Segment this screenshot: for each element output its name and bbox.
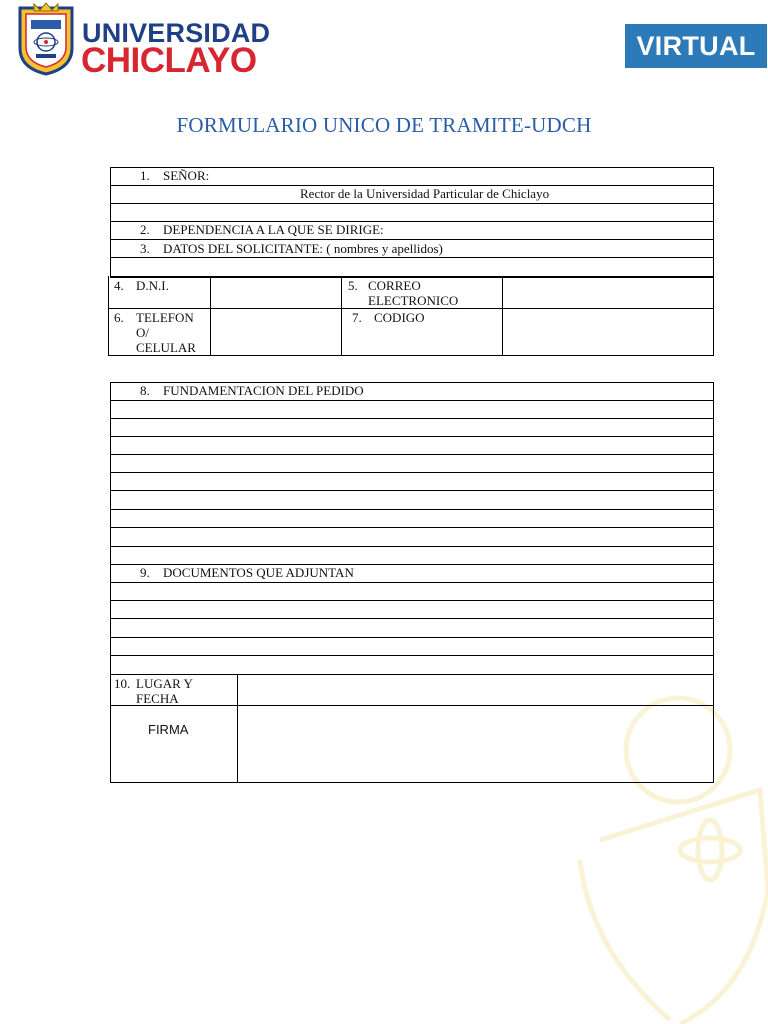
section-8-number: 8. (140, 383, 150, 398)
table-border (110, 705, 714, 706)
phone-label-line1: TELEFON (136, 310, 194, 325)
table-border (110, 382, 111, 783)
section-8-label: FUNDAMENTACION DEL PEDIDO (163, 383, 364, 398)
university-logo (12, 2, 272, 78)
section-1-number: 1. (140, 168, 150, 183)
email-field[interactable] (504, 278, 712, 307)
table-border (713, 167, 714, 277)
section-9-number: 9. (140, 565, 150, 580)
table-border (713, 276, 714, 356)
table-border (110, 782, 714, 783)
phone-label-line3: CELULAR (136, 340, 196, 355)
code-field[interactable] (504, 310, 712, 354)
attachments-field[interactable] (112, 583, 712, 673)
section-2-number: 2. (140, 222, 150, 237)
table-border (110, 167, 111, 277)
table-border (237, 674, 238, 783)
table-border (108, 355, 714, 356)
section-5-number: 5. (348, 278, 358, 293)
university-crest-icon (14, 2, 78, 76)
phone-label-line2: O/ (136, 325, 149, 340)
section-1-label: SEÑOR: (163, 168, 210, 183)
place-date-field[interactable] (239, 676, 712, 704)
section-10-number: 10. (114, 676, 131, 691)
table-border (110, 203, 714, 204)
section-3-number: 3. (140, 241, 150, 256)
dni-label: D.N.I. (136, 278, 169, 293)
dni-field[interactable] (212, 278, 340, 307)
table-border (110, 239, 714, 240)
email-label-line2: ELECTRONICO (368, 293, 459, 308)
section-7-number: 7. (352, 310, 362, 325)
table-border (110, 257, 714, 258)
table-border (110, 674, 714, 675)
section-6-number: 6. (114, 310, 124, 325)
table-border (108, 276, 109, 356)
brand-name-bottom: CHICLAYO (81, 41, 257, 80)
place-date-label-line2: FECHA (136, 691, 179, 706)
section-9-label: DOCUMENTOS QUE ADJUNTAN (163, 565, 354, 580)
phone-field[interactable] (212, 310, 340, 354)
signature-label: FIRMA (148, 722, 189, 737)
table-border (713, 382, 714, 783)
justification-field[interactable] (112, 401, 712, 563)
table-border (210, 276, 211, 356)
signature-field[interactable] (239, 707, 712, 781)
brand-name-top: UNIVERSIDAD (82, 18, 271, 48)
code-label: CODIGO (374, 310, 425, 325)
table-border (341, 276, 342, 356)
section-3-label: DATOS DEL SOLICITANTE: ( nombres y apellidos) (163, 241, 443, 256)
form-title: FORMULARIO UNICO DE TRAMITE-UDCH (176, 113, 592, 137)
email-label-line1: CORREO (368, 278, 421, 293)
place-date-label-line1: LUGAR Y (136, 676, 193, 691)
section-4-number: 4. (114, 278, 124, 293)
section-2-label: DEPENDENCIA A LA QUE SE DIRIGE: (163, 222, 384, 237)
virtual-badge: VIRTUAL (625, 24, 767, 68)
table-border (502, 276, 503, 356)
addressee-value: Rector de la Universidad Particular de Chiclayo (300, 186, 550, 201)
